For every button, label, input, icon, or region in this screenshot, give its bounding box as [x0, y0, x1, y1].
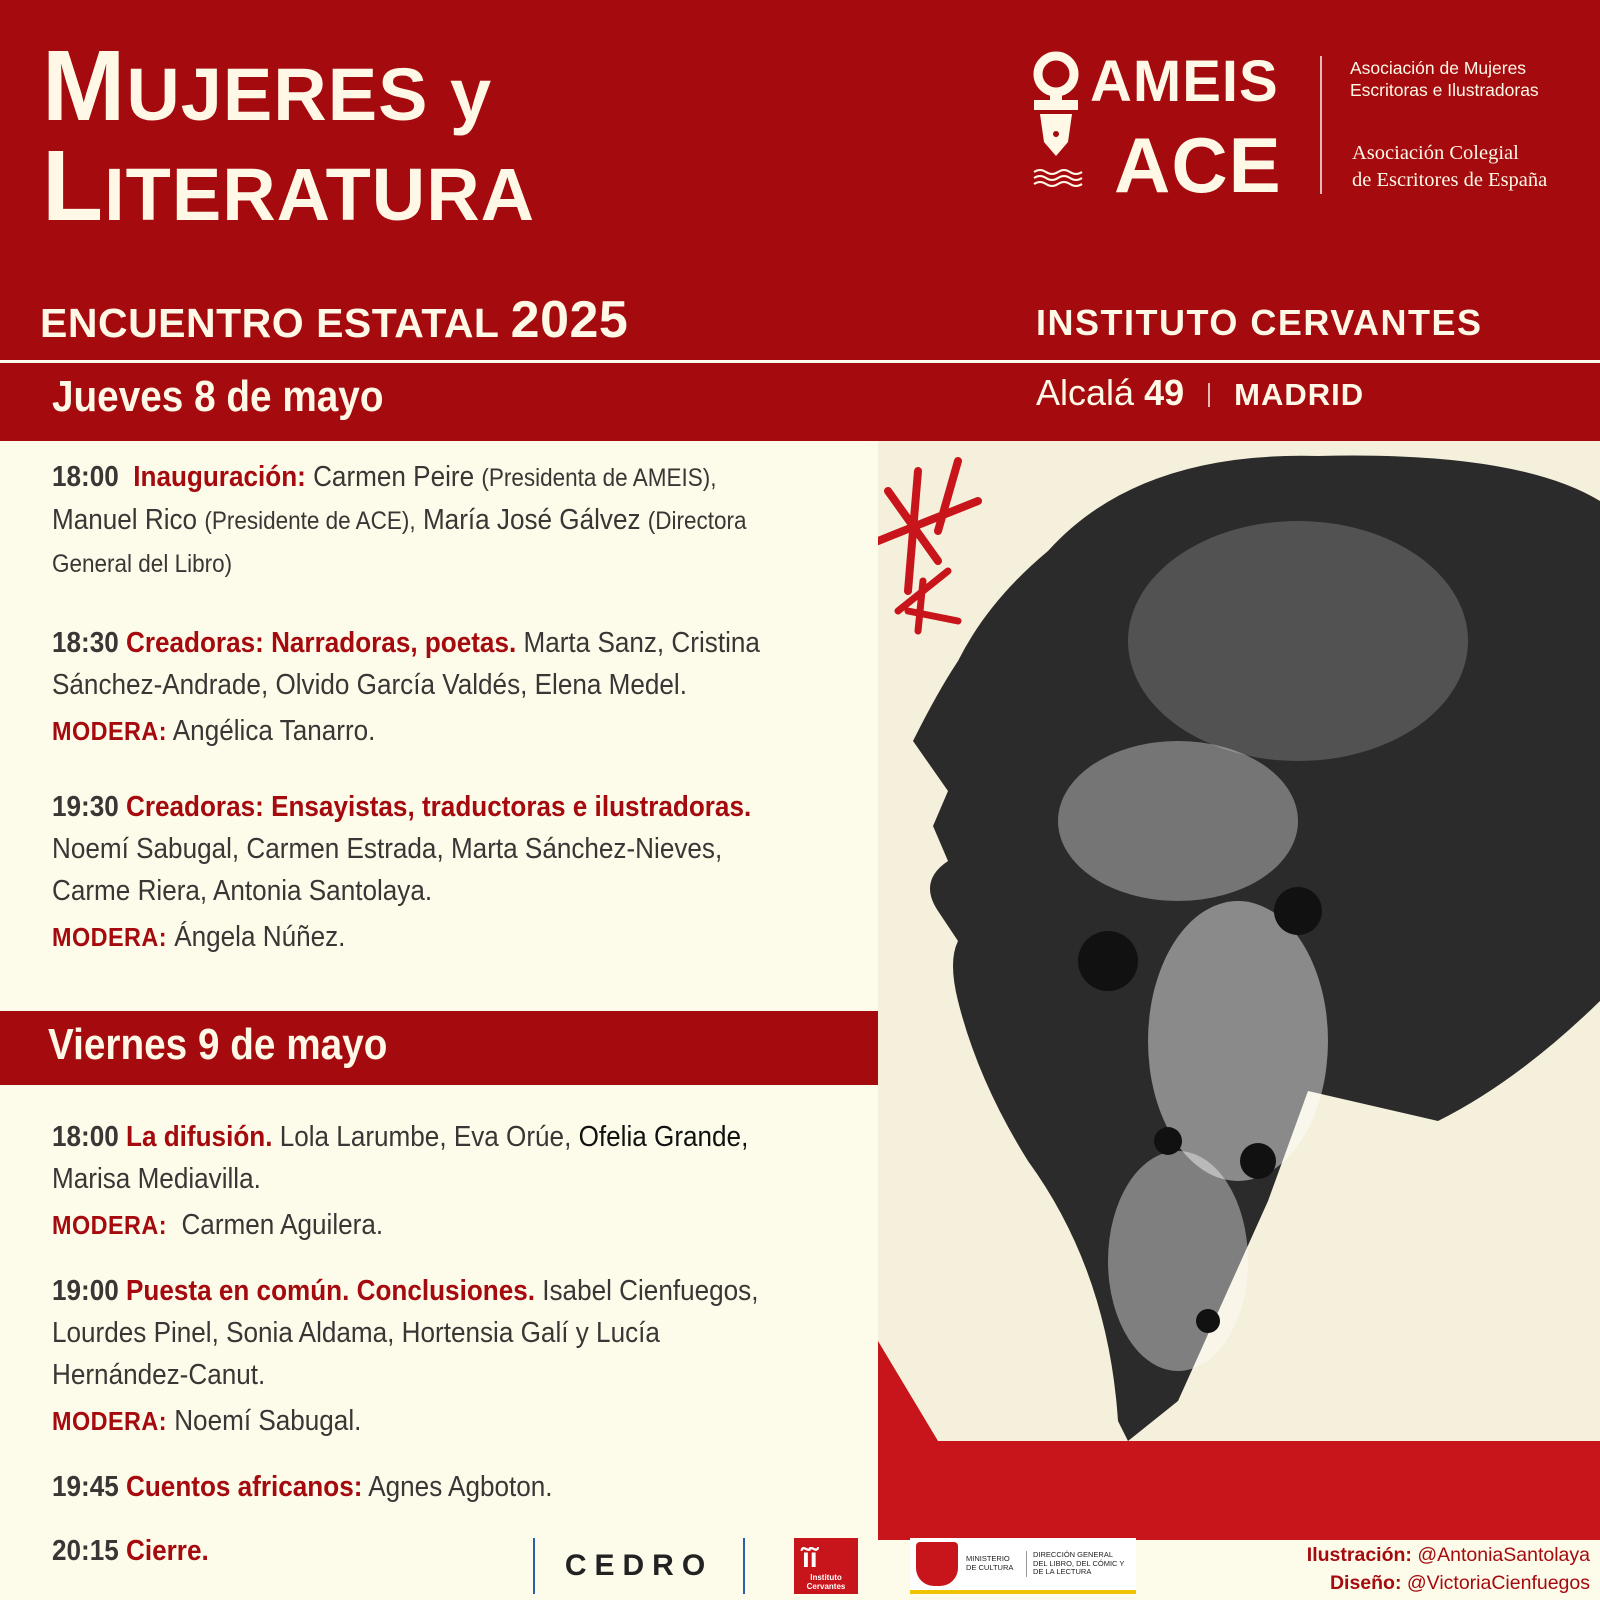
pen-nib-female-symbol-icon: [1030, 50, 1090, 190]
spain-coat-of-arms-icon: [916, 1542, 958, 1586]
venue-name: INSTITUTO CERVANTES: [1036, 302, 1483, 343]
event-subtitle: ENCUENTRO ESTATAL 2025: [40, 291, 629, 349]
title-line-2: LITERATURA: [42, 130, 536, 242]
credits: [1307, 1541, 1590, 1597]
day2-event-4: 20:15 Cierre.: [52, 1535, 209, 1567]
page-title: [42, 30, 536, 242]
moderator-line: MODERA: Ángela Núñez.: [52, 921, 346, 953]
ace-full-name: Asociación Colegial de Escritores de España: [1352, 142, 1548, 191]
title-line-1: MUJERES y: [42, 30, 493, 142]
venue-address: Alcalá 49 MADRID: [1036, 372, 1365, 413]
instituto-cervantes-logo: ĩĩ Instituto Cervantes: [794, 1538, 858, 1594]
event-year: 2025: [510, 291, 629, 349]
logo-divider: [1320, 56, 1322, 194]
design-credit: Diseño: @VictoriaCienfuegos: [1329, 1572, 1590, 1594]
ace-logo-text: ACE: [1114, 121, 1282, 209]
moderator-line: MODERA: Carmen Aguilera.: [52, 1209, 384, 1241]
ameis-full-name: Asociación de Mujeres Escritoras e Ilustradoras: [1350, 58, 1539, 100]
day1-event-1: 18:00 Inauguración: Carmen Peire (Presidenta de AMEIS), Manuel Rico (Presidente de ACE), María José Gálvez (Directora General del Libro): [52, 461, 747, 578]
ink-profile-head-illustration: [878, 441, 1600, 1540]
day2-event-1: 18:00 La difusión. Lola Larumbe, Eva Orúe, Ofelia Grande, Marisa Mediavilla. MODERA: Carmen Aguilera.: [52, 1116, 799, 1246]
moderator-line: MODERA: Noemí Sabugal.: [52, 1405, 362, 1437]
moderator-line: MODERA: Angélica Tanarro.: [52, 715, 376, 747]
cedro-logo: CEDRO: [533, 1538, 745, 1594]
illustration-credit: Ilustración: @AntoniaSantolaya: [1306, 1544, 1590, 1566]
day2-heading: Viernes 9 de mayo: [48, 1020, 388, 1069]
day2-event-3: 19:45 Cuentos africanos: Agnes Agboton.: [52, 1471, 553, 1503]
day1-event-2: 18:30 Creadoras: Narradoras, poetas. Marta Sanz, Cristina Sánchez-Andrade, Olvido García Valdés, Elena Medel. MODERA: Angélica Tanarro.: [52, 622, 799, 752]
day1-heading: Jueves 8 de mayo: [52, 372, 384, 421]
address-separator: [1208, 383, 1210, 407]
cervantes-symbol-icon: ĩĩ: [802, 1542, 818, 1573]
ameis-logo-text: AMEIS: [1090, 49, 1279, 114]
day2-event-2: 19:00 Puesta en común. Conclusiones. Isabel Cienfuegos, Lourdes Pinel, Sonia Aldama, Hortensia Galí y Lucía Hernández-Canut. MODERA: Noemí Sabugal.: [52, 1270, 799, 1442]
day1-event-3: 19:30 Creadoras: Ensayistas, traductoras e ilustradoras. Noemí Sabugal, Carmen Estrada, Marta Sánchez-Nieves, Carme Riera, Antonia Santolaya. MODERA: Ángela Núñez.: [52, 786, 799, 958]
ministerio-cultura-logo: MINISTERIO DE CULTURA DIRECCIÓN GENERAL DEL LIBRO, DEL CÓMIC Y DE LA LECTURA: [910, 1538, 1136, 1594]
